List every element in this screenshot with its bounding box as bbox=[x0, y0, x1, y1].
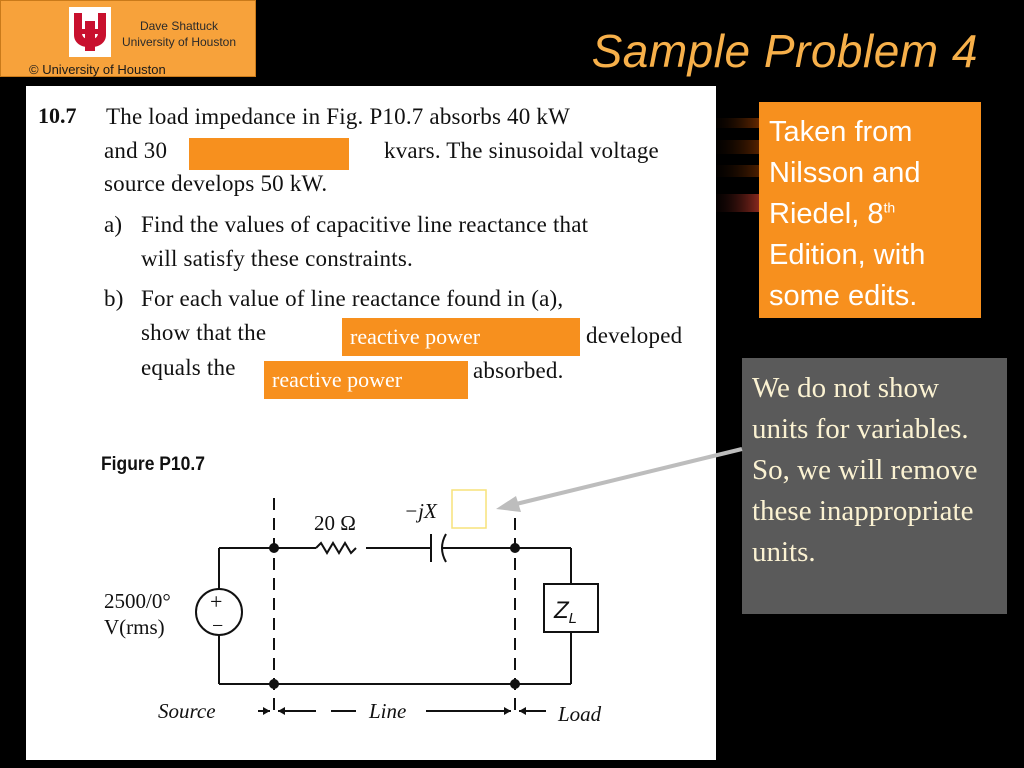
uh-logo-icon bbox=[69, 7, 111, 57]
source-unit-label: V(rms) bbox=[104, 615, 165, 639]
part-b-line-1: For each value of line reactance found in (a), bbox=[141, 286, 564, 311]
author-line-1: Dave Shattuck bbox=[139, 19, 219, 33]
reactance-label: −jX bbox=[404, 499, 437, 523]
source-note-line-4: Edition, with bbox=[769, 239, 926, 271]
source-note bbox=[759, 102, 981, 318]
source-value-label: 2500/0° bbox=[104, 589, 171, 613]
copyright-text: © University of Houston bbox=[29, 62, 166, 77]
source-note-line-1: Taken from bbox=[769, 116, 913, 148]
source-note-line-3 bbox=[769, 194, 971, 235]
load-label-main: Z bbox=[554, 597, 569, 624]
section-source-label: Source bbox=[158, 699, 216, 723]
source-note-line-3a: Riedel, 8 bbox=[769, 198, 884, 230]
part-b-line-2b: developed bbox=[586, 323, 683, 348]
part-b-line-2a: show that the bbox=[141, 320, 267, 345]
part-a-line-2: will satisfy these constraints. bbox=[141, 246, 413, 271]
problem-number: 10.7 bbox=[38, 103, 77, 128]
author-name bbox=[109, 18, 249, 50]
resistor-symbol bbox=[316, 543, 356, 553]
redaction-mask-reactive-power-2: reactive power bbox=[264, 361, 468, 399]
problem-page bbox=[26, 86, 716, 760]
load-label bbox=[553, 597, 577, 627]
slide-title: Sample Problem 4 bbox=[591, 25, 978, 77]
logo-box bbox=[0, 0, 256, 77]
part-a-line-1: Find the values of capacitive line reactance that bbox=[141, 212, 589, 237]
circuit-diagram bbox=[26, 486, 716, 760]
problem-line-2b: kvars. The sinusoidal voltage bbox=[384, 138, 659, 163]
source-minus: − bbox=[212, 615, 224, 637]
section-load-label: Load bbox=[558, 702, 602, 726]
source-plus: + bbox=[210, 589, 223, 614]
source-note-sup: th bbox=[883, 199, 896, 216]
source-note-line-5: some edits. bbox=[769, 280, 918, 312]
part-b-line-3a: equals the bbox=[141, 355, 236, 380]
part-b-line-3b: absorbed. bbox=[473, 358, 564, 383]
section-line-label: Line bbox=[369, 699, 407, 723]
part-a-label: a) bbox=[104, 212, 123, 237]
problem-line-1: The load impedance in Fig. P10.7 absorbs 40 kW bbox=[106, 104, 571, 129]
problem-line-3: source develops 50 kW. bbox=[104, 171, 328, 196]
part-b-label: b) bbox=[104, 286, 124, 311]
problem-line-2a: and 30 bbox=[104, 138, 168, 163]
units-note: We do not show units for variables. So, we will remove these inappropriate units. bbox=[742, 358, 1007, 614]
redaction-mask-reactive-power-1: reactive power bbox=[342, 318, 580, 356]
author-line-2: University of Houston bbox=[121, 35, 237, 49]
figure-label: Figure P10.7 bbox=[101, 454, 205, 475]
resistor-label: 20 Ω bbox=[314, 511, 356, 535]
source-note-line-2: Nilsson and bbox=[769, 157, 921, 189]
redaction-mask-units bbox=[189, 138, 349, 170]
load-label-sub: L bbox=[568, 610, 578, 627]
highlight-box bbox=[452, 490, 486, 528]
